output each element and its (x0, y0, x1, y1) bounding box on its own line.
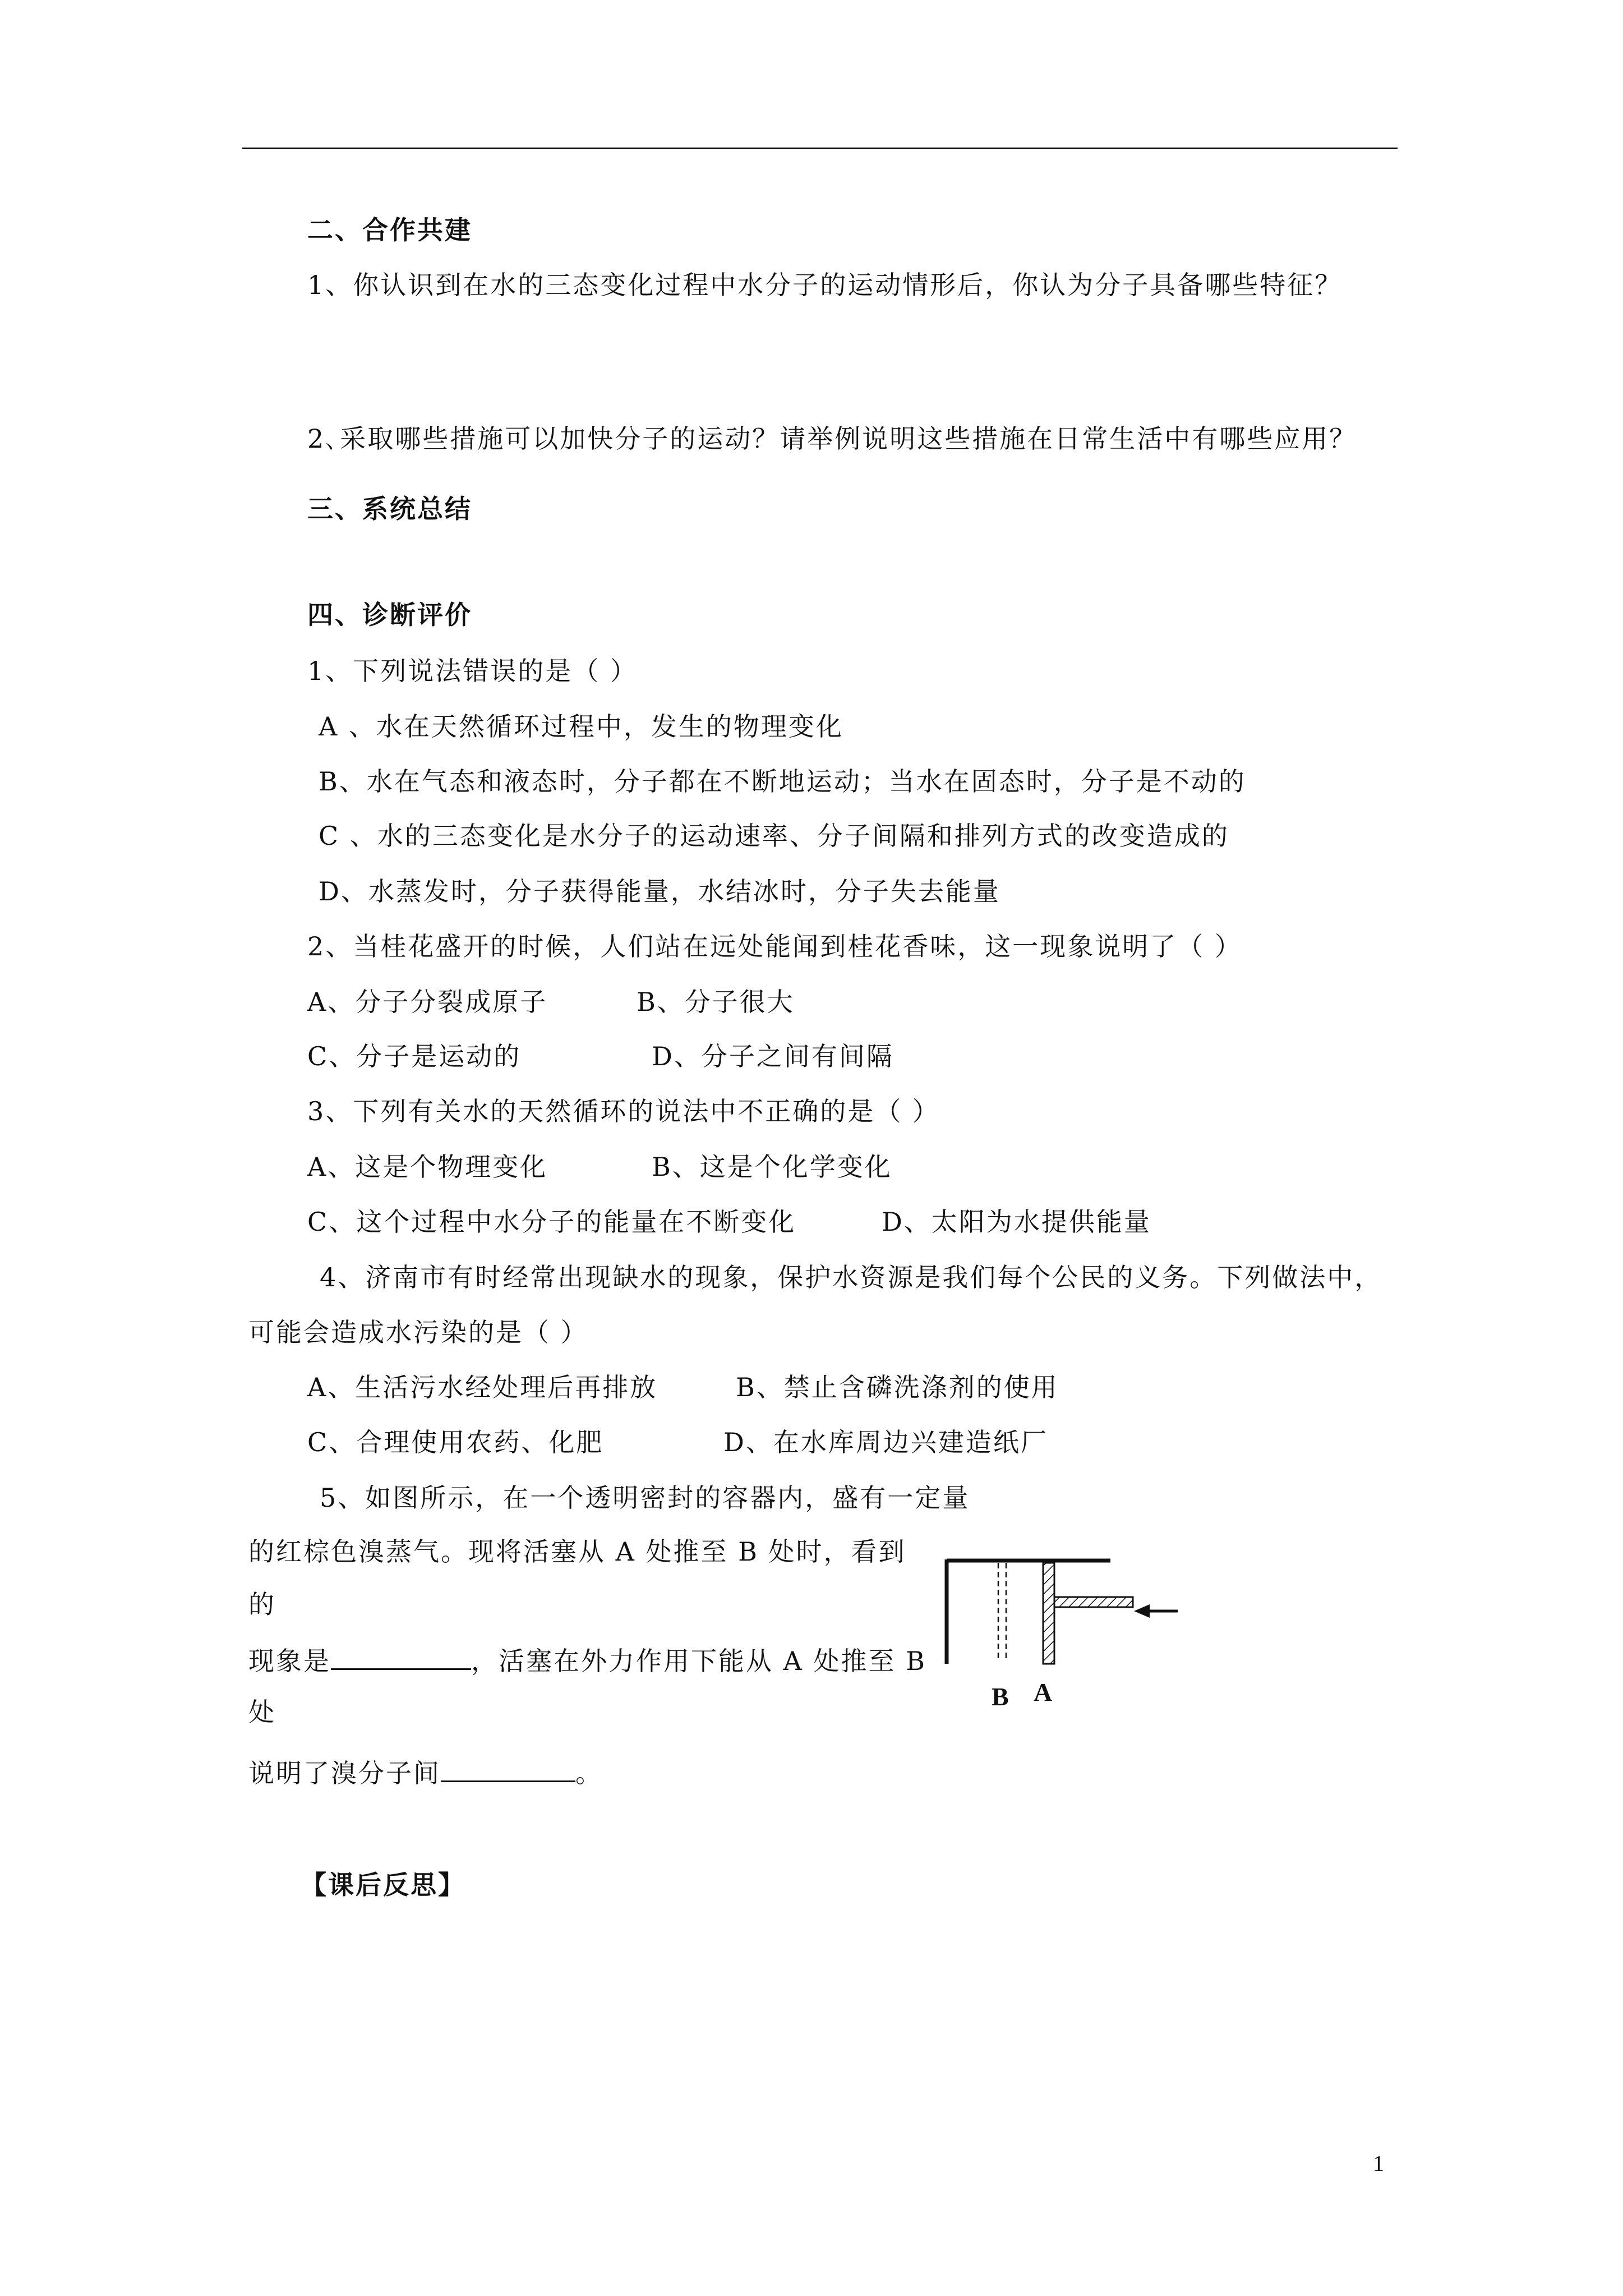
eval-q1-option-c: C 、水的三态变化是水分子的运动速率、分子间隔和排列方式的改变造成的 (319, 821, 1229, 851)
push-arrow (1134, 1604, 1178, 1618)
eval-q2-stem: 2、当桂花盛开的时候，人们站在远处能闻到桂花香味，这一现象说明了（ ） (307, 931, 1242, 961)
eval-q1-option-a: A 、水在天然循环过程中，发生的物理变化 (319, 711, 843, 742)
piston (1043, 1563, 1133, 1664)
eval-q1-stem: 1、下列说法错误的是（ ） (307, 656, 638, 686)
eval-q3-option-c: C、这个过程中水分子的能量在不断变化 (307, 1207, 796, 1237)
header-rule (242, 148, 1398, 149)
eval-q5-line-6-prefix: 说明了溴分子间 (248, 1758, 441, 1788)
eval-q4-option-b: B、禁止含磷洗涤剂的使用 (736, 1372, 1059, 1402)
eval-q2-option-d: D、分子之间有间隔 (652, 1041, 894, 1071)
cooperation-question-1: 1、你认识到在水的三态变化过程中水分子的运动情形后，你认为分子具备哪些特征？ (307, 270, 1343, 300)
section-title-summary: 三、系统总结 (307, 494, 472, 524)
label-b: B (992, 1682, 1009, 1711)
eval-q4-option-d: D、在水库周边兴建造纸厂 (723, 1427, 1048, 1457)
answer-blank-reason[interactable] (441, 1756, 575, 1782)
eval-q5-line-6 (248, 1756, 603, 1790)
eval-q1-option-b: B、水在气态和液态时，分子都在不断地运动；当水在固态时，分子是不动的 (319, 766, 1246, 797)
eval-q3-option-b: B、这是个化学变化 (652, 1152, 892, 1182)
eval-q5-line-6-suffix: 。 (575, 1758, 603, 1788)
section-title-reflection: 【课后反思】 (301, 1870, 465, 1900)
eval-q5-line-4-prefix: 现象是 (248, 1646, 331, 1676)
eval-q3-stem: 3、下列有关水的天然循环的说法中不正确的是（ ） (307, 1096, 940, 1126)
cooperation-question-2: 2､采取哪些措施可以加快分子的运动？请举例说明这些措施在日常生活中有哪些应用？ (307, 424, 1357, 454)
container-walls (947, 1559, 1110, 1664)
position-b-dashed-lines (998, 1563, 1006, 1660)
section-title-evaluation: 四、诊断评价 (307, 600, 472, 630)
label-a: A (1034, 1678, 1053, 1706)
piston-container-diagram (937, 1548, 1195, 1728)
eval-q5-line-2: 的红棕色溴蒸气。现将活塞从 A 处推至 B 处时，看到 (248, 1536, 906, 1567)
eval-q2-option-a: A、分子分裂成原子 (307, 987, 548, 1017)
eval-q2-option-b: B、分子很大 (637, 987, 795, 1017)
eval-q4-option-c: C、合理使用农药、化肥 (307, 1427, 604, 1457)
section-title-cooperation: 二、合作共建 (307, 215, 472, 245)
page-number: 1 (1373, 2151, 1384, 2176)
eval-q4-option-a: A、生活污水经处理后再排放 (307, 1372, 658, 1402)
eval-q1-option-d: D、水蒸发时，分子获得能量，水结冰时，分子失去能量 (319, 876, 1000, 907)
eval-q5-line-5: 处 (248, 1697, 276, 1727)
eval-q3-option-d: D、太阳为水提供能量 (882, 1207, 1151, 1237)
eval-q5-line-1: 5、如图所示，在一个透明密封的容器内，盛有一定量 (320, 1483, 970, 1513)
eval-q2-option-c: C、分子是运动的 (307, 1041, 522, 1071)
eval-q4-stem-line-2: 可能会造成水污染的是（ ） (248, 1317, 588, 1347)
eval-q5-line-4 (248, 1644, 926, 1678)
answer-blank-phenomenon[interactable] (331, 1644, 471, 1670)
eval-q5-line-3: 的 (248, 1589, 276, 1619)
eval-q3-option-a: A、这是个物理变化 (307, 1152, 548, 1182)
eval-q4-stem-line-1: 4、济南市有时经常出现缺水的现象，保护水资源是我们每个公民的义务。下列做法中， (320, 1262, 1382, 1292)
eval-q5-line-4-suffix: ，活塞在外力作用下能从 A 处推至 B (471, 1646, 926, 1676)
